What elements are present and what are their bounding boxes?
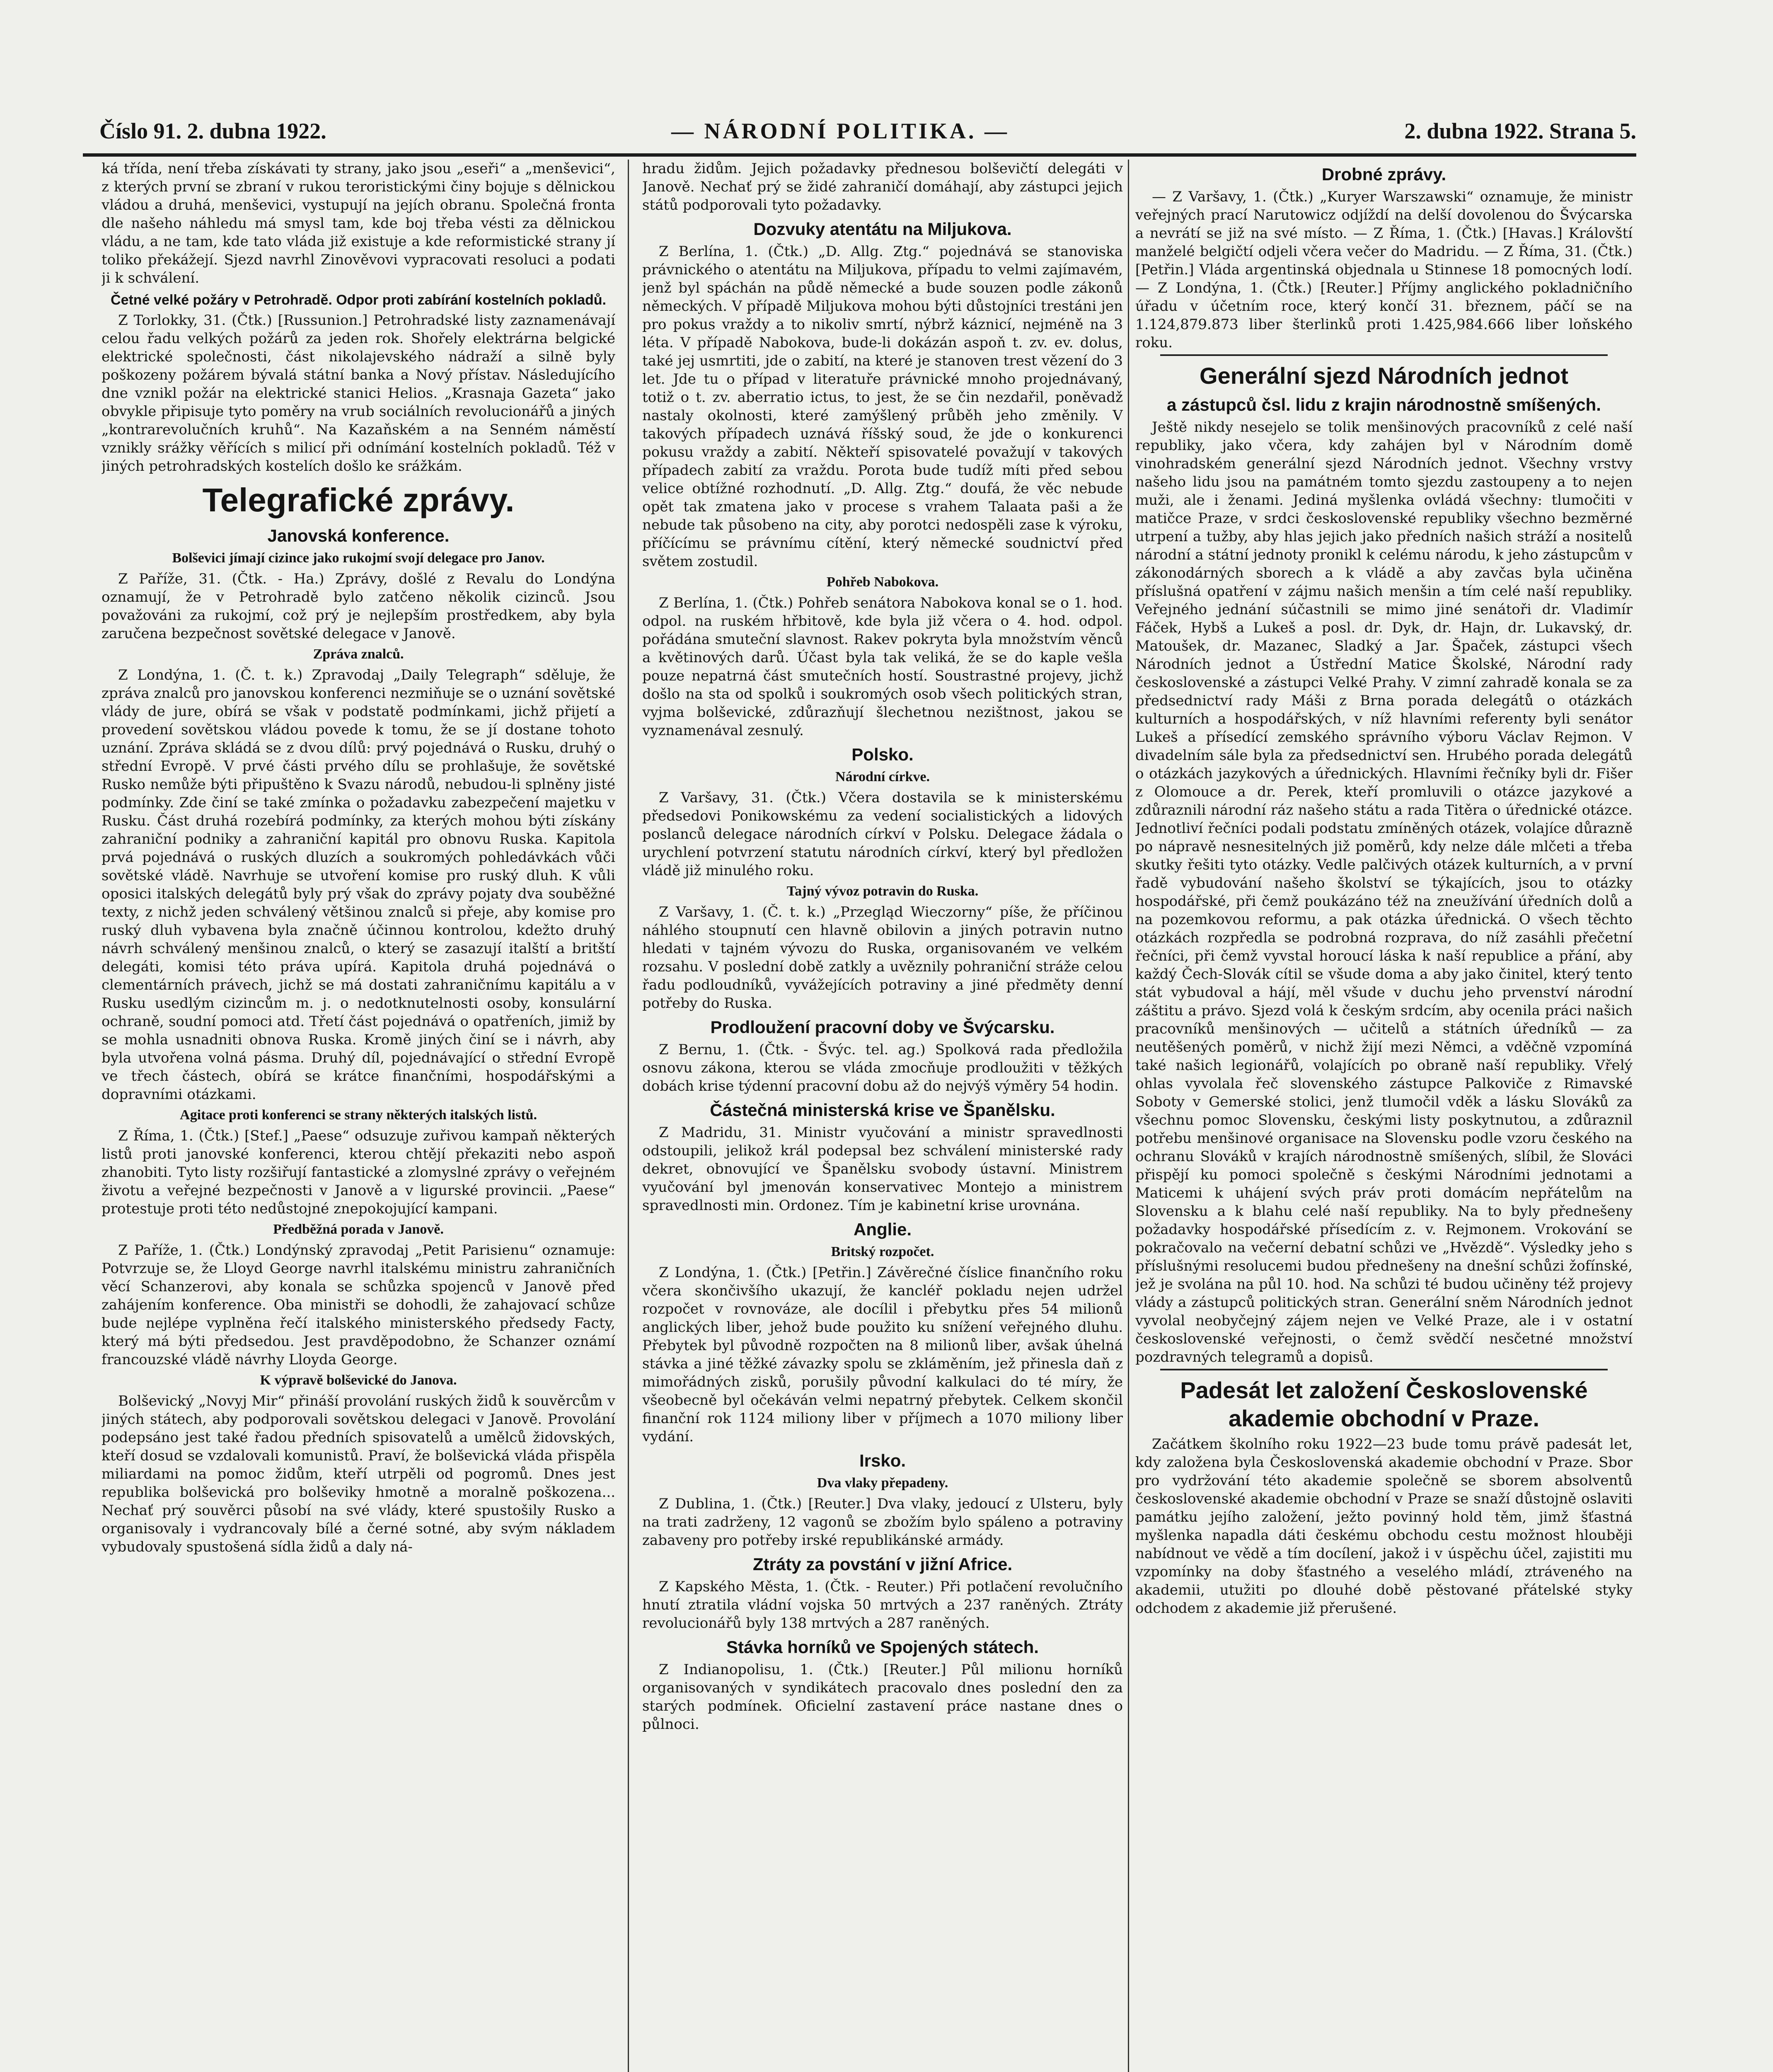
headline-stavka: Stávka horníků ve Spojených státech. xyxy=(726,1637,1039,1657)
headline-janov: Janovská konference. xyxy=(267,526,450,545)
section-rule xyxy=(1160,354,1608,356)
column-2 xyxy=(642,160,1123,2072)
article-prodlouzeni: Z Bernu, 1. (Čtk. - Švýc. tel. ag.) Spolková rada předložila osnovu zákona, kterou se vláda zmocňuje prodloužiti v těžkých dobách krise týdenní pracovní dobu až do nejvýš výměry 54 hodin. xyxy=(642,1041,1123,1094)
masthead xyxy=(75,118,1636,151)
article-vyvoz: Z Varšavy, 1. (Č. t. k.) „Przegląd Wieczorny“ píše, že příčinou náhlého stoupnutí cen hlavně obilovin a jiných potravin nutno hledati v tajném vývozu do Ruska, organisovaném ve velkém rozsahu. V poslední době zatkly a uvěznily pohraniční stráže celou řadu podloudníků, vyvážejících potraviny a jiné předměty denní potřeby do Ruska. xyxy=(642,904,1123,1012)
article-padesat: Začátkem školního roku 1922—23 bude tomu právě padesát let, kdy založena byla Československá akademie obchodní v Praze. Sbor pro vydržování této akademie společně se sborem absolventů československé akademie obchodní v Praze se snaží důstojně oslaviti památku jejího založení, ježto povinný hold těm, jimž šťastná myšlenka napadla dáti českému obchodu cestu možnost hlouběji nabídnout ve vědě a tím docílení, jakož i v úspěchu účel, zajistiti mu vzpomínky na doby šťastného a veselého mládí, ztráveného na akademii, utužiti po dlouhé době pěstované přátelské styky odchodem z akademie již přerušené. xyxy=(1135,1436,1633,1617)
column-divider xyxy=(1128,160,1129,2072)
masthead-rule xyxy=(83,153,1636,157)
section-rule xyxy=(1160,1369,1608,1370)
headline-dozvuky: Dozvuky atentátu na Miljukova. xyxy=(753,219,1012,239)
section-title-telegraf: Telegrafické zprávy. xyxy=(202,482,515,518)
subheadline-sjezd: a zástupců čsl. lidu z krajin národnostně smíšených. xyxy=(1167,395,1601,414)
subheadline-janov: Bolševici jímají cizince jako rukojmí svojí delegace pro Janov. xyxy=(172,550,545,566)
article-fires: Z Torlokky, 31. (Čtk.) [Russunion.] Petrohradské listy zaznamenávají celou řadu velkých požárů za jeden rok. Shořely elektrárna belgické elektrické společnosti, část nikolajevského nádraží a silně byly poškozeny požárem bývalá státní banka a Nový přístav. Následujícího dne vznikl požár na elektrické stanici Helios. „Krasnaja Gazeta“ jako obvykle připisuje tyto poměry na vrub sociálních revolucionářů a jiných „kontrarevolučních kruhů“. Na Kazaňském a na Senném náměstí vznikly srážky věřících s milicí při odnímání kostelních pokladů. Též v jiných petrohradských kostelích došlo ke srážkám. xyxy=(102,312,615,474)
article-anglie: Z Londýna, 1. (Čtk.) [Petřin.] Závěrečné číslice finančního roku včera skončivšího ukazují, že kancléř pokladu nejen udržel rozpočet v rovnováze, ale docílil i přebytku přes 54 milionů anglických liber, jehož bude použito ku snížení veřejného dluhu. Přebytek byl původně rozpočten na 8 milionů liber, avšak úhelná stávka a jiné těžké závazky spolu se zkláměním, jež přinesla daň z mimořádných zisků, porušily původní kalkulaci do té míry, že všeobecně byl očekáván velmi nepatrný přebytek. Celkem skončil finanční rok 1124 miliony liber v příjmech a 1070 miliony liber vydání. xyxy=(642,1264,1123,1445)
article-continuation: hradu židům. Jejich požadavky přednesou bolševičtí delegáti v Janově. Nechať prý se židé zahraničí domáhají, aby zástupci jejich států podporovali tyto požadavky. xyxy=(642,160,1123,213)
article-pohreb: Z Berlína, 1. (Čtk.) Pohřeb senátora Nabokova konal se o 1. hod. odpol. na ruském hřbitově, kde byla již včera o 4. hod. odpol. pořádána smuteční slavnost. Rakev pokryta byla množstvím věnců a květinových darů. Účast byla tak veliká, že se do kaple vešla pouze nepatrná část smutečních hostí. Soustrastné projevy, jichž došlo na sta od spolků i soukromých osob všech politických stran, vyjma bolševické, zdůrazňují šlechetnou nezištnost, jakou se vyznamenával zesnulý. xyxy=(642,595,1123,739)
article-irsko: Z Dublina, 1. (Čtk.) [Reuter.] Dva vlaky, jedoucí z Ulsteru, byly na trati zadrženy, 12 vagonů se zbožím bylo spáleno a potraviny zabaveny pro potřeby irské republikánské armády. xyxy=(642,1496,1123,1549)
subheadline-pohreb: Pohřeb Nabokova. xyxy=(826,574,939,590)
newspaper-title: — NÁRODNÍ POLITIKA. — xyxy=(671,119,1010,143)
subheadline-anglie: Britský rozpočet. xyxy=(831,1244,934,1259)
subheadline-znalci: Zpráva znalců. xyxy=(313,646,404,662)
article-afrika: Z Kapského Města, 1. (Čtk. - Reuter.) Při potlačení revolučního hnutí ztratila vládní vojska 50 mrtvých a 237 raněných. Ztráty revolucionářů byly 138 mrtvých a 287 raněných. xyxy=(642,1578,1123,1631)
subheadline-vyvoz: Tajný vývoz potravin do Ruska. xyxy=(786,884,979,899)
article-continuation: ká třída, není třeba získávati ty strany, jako jsou „eseři“ a „menševici“, z kterých první se zbraní v rukou teroristickými činy bojuje s dělnickou vládou a druhá, menševici, vystupují na jejích obranu. Společná fronta dle našeho náhledu má smysl tam, kde boj třeba vésti za dělnickou vládu, a ne tam, kde tato vláda již existuje a kde reformistické strany jí toliko překážejí. Sjezd navrhl Zinověvovi vypracovati resoluci a podati ji k schválení. xyxy=(102,160,615,286)
article-drobne: — Z Varšavy, 1. (Čtk.) „Kuryer Warszawski“ oznamuje, že ministr veřejných prací Narutowicz odjíždí na delší dovolenou do Švýcarska a nevrátí se již na své místo. — Z Říma, 1. (Čtk.) [Havas.] Královští manželé belgičtí odjeli včera večer do Madridu. — Z Říma, 31. (Čtk.) [Petřin.] Vláda argentinská objednala u Stinnese 18 pomocných lodí. — Z Londýna, 1. (Čtk.) [Reuter.] Příjmy anglického pokladničního úřadu v účetním roce, který končí 31. březnem, páčí se na 1.124,879.873 liber šterlinků proti 1.425,984.666 liber loňského roku. xyxy=(1135,189,1633,351)
headline-irsko: Irsko. xyxy=(859,1451,906,1470)
headline-krise: Částečná ministerská krise ve Španělsku. xyxy=(710,1100,1055,1120)
article-janov: Z Paříže, 31. (Čtk. - Ha.) Zprávy, došlé z Revalu do Londýna oznamují, že v Petrohradě bylo zatčeno několik cizinců. Jsou považováni za rukojmí, což prý je nejlepším prostředkem, aby byla zaručena bezpečnost sovětské delegace v Janově. xyxy=(102,571,615,642)
article-agitace: Z Říma, 1. (Čtk.) [Stef.] „Paese“ odsuzuje zuřivou kampaň některých listů proti janovské konferenci, kterou chtějí překaziti nebo aspoň zhanobiti. Tyto listy rozšiřují fantastické a zlomyslné zprávy o veřejném životu a veřejné bezpečnosti v Janově a v ligurské provincii. „Paese“ protestuje proti této nedůstojné znepokojující kampani. xyxy=(102,1128,615,1217)
article-polsko: Z Varšavy, 31. (Čtk.) Včera dostavila se k ministerskému předsedovi Ponikowskému za vedení socialistických a lidových poslanců delegace národních církví v Polsku. Delegace žádala o urychlení potvrzení statutu národních církví, který byl předložen vládě již minulého roku. xyxy=(642,789,1123,879)
article-porada: Z Paříže, 1. (Čtk.) Londýnský zpravodaj „Petit Parisienu“ oznamuje: Potvrzuje se, že Lloyd George navrhl italskému ministru zahraničních věcí Schanzerovi, aby konala se schůzka spojenců v Janově před zahájením konference. Oba ministři se dohodli, že zahajovací schůze bude nejlépe vyplněna řečí italského ministerského předsedy Facty, který má býti předsedou. Jest pravděpodobno, že Schanzer oznámí francouzské vládě návrhy Lloyda George. xyxy=(102,1242,615,1368)
subheadline-porada: Předběžná porada v Janově. xyxy=(273,1222,444,1237)
article-sjezd: Ještě nikdy nesejelo se tolik menšinových pracovníků z celé naší republiky, jako včera, kdy zahájen byl v Národním domě vinohradském generální sjezd Národních jednot. Všechny vrstvy našeho lidu jsou na památném tomto sjezdu zastoupeny a to nejen muži, ale i ženami. Jediná myšlenka ovládá všechny: tlumočiti v matičce Praze, v srdci československé republiky všechno bezměrné utrpení a tužby, aby hlas jejich jako předních našich stráží a nositelů národní a státní jednoty pronikl k celému národu, k jeho zástupcům v zákonodárných sborech a k vládě a aby zavčas byla učiněna příslušná opatření v zájmu našich menšin a tím celé naší republiky. Veřejného jednání súčastnili se mimo jiné senátoři dr. Vladimír Fáček, Hybš a Lukeš a posl. dr. Dyk, dr. Hajn, dr. Lukavský, dr. Matoušek, dr. Mazanec, Sladký a Jar. Špaček, zástupci všech Národních jednot a Ústřední Matice Školské, Národní rady československé a zástupci Velké Prahy. V zimní zahradě konala se za předsednictví rady Máši z Brna porada delegátů o otázkách kulturních a hospodářských, v níž hlavními referenty byli senátor Lukeš a přísedící zemského správního výboru Václav Rejmon. V divadelním sále byla za předsednictví sen. Hrubého porada delegátů o otázkách jazykových a úřednických. Hlavními řečníky byli dr. Fišer z Olomouce a dr. Perek, kteří promluvili o otázce jazykové a zdůraznili národní ráz našeho státu a rada Titěra o úřednické otázce. Jednotliví řečníci podali podstatu zmíněných otázek, volajíce důrazně po nápravě nesnesitelných již poměrů, kdy nelze dále mlčeti a třeba skutky řešiti tyto otázky. Vedle palčivých otázek kulturních, a v první řadě vybudování našeho školství se týkajících, jsou to otázky hospodářské, při čemž poukázáno též na zneužívání úředních dolů a na pozemkovou reformu, a pak otázka úřednická. O všech těchto otázkách rozpředla se podrobná rozprava, do níž zasáhli přečetní řečníci, při čemž vyvstal horoucí láska k naší republice a přání, aby každý Čech-Slovák cítil se všude doma a aby jako činitel, který tento stát vybudoval a hájí, měl všude v duchu jeho prvenství národní záštitu a právo. Sjezd volá k českým srdcím, aby ocenila práci našich pracovníků menšinových — učitelů a státních úředníků — za neutěšených poměrů, v nichž žijí mezi Němci, a vděčně vzpomíná také našich legionářů, volajících po obraně naší republiky. Vřelý ohlas vyvolala řeč slovenského zástupce Palkoviče z Rimavské Soboty v Gemerské stolici, jenž tlumočil vděk a lásku Slováků za všechnu pomoc Slovensku, českými listy poskytnutou, a zdůraznil potřebu menšinové organisace na Slovensku podle vzoru českého na ochranu Slováků v krajích národnostně smíšených, slíbil, že Slováci přispějí ku pomoci společně s českými Národními jednotami a Maticemi k uhájení svých práv proti domácím nepřátelům na Slovensku a k blahu celé naší republiky. Na to byly přednešeny požadavky hospodářské přísedícím z. v. Rejmonem. Vrokování se pokračovalo na večerní debatní schůzi ve „Hvězdě“. Výsledky jeho s příslušnými resolucemi budou přednešeny na dnešní schůzi žofínské, jež je svolána na půl 10. hod. Na schůzi té budou učiněny též projevy vlády a zástupců politických stran. Generální sněm Národních jednot vyvolal neobyčejný zájem nejen ve Velké Praze, ale i v ostatní československé veřejnosti, o čemž svědčí nesčetné množství pozdravných telegramů a dopisů. xyxy=(1135,419,1633,1365)
headline-afrika: Ztráty za povstání v jižní Africe. xyxy=(752,1554,1013,1574)
column-divider xyxy=(628,160,629,2072)
subheadline-polsko: Národní církve. xyxy=(835,769,930,784)
subheadline-agitace: Agitace proti konferenci se strany některých italských listů. xyxy=(180,1107,537,1123)
date-page-number: 2. dubna 1922. Strana 5. xyxy=(1404,119,1636,143)
column-3 xyxy=(1135,160,1633,2072)
headline-drobne: Drobné zprávy. xyxy=(1321,165,1446,184)
column-1 xyxy=(102,160,615,2072)
subheadline-vyprava: K výpravě bolševické do Janova. xyxy=(260,1372,457,1388)
subheadline-irsko: Dva vlaky přepadeny. xyxy=(817,1475,948,1491)
article-vyprava: Bolševický „Novyj Mir“ přináší provolání ruských židů k souvěrcům v jiných státech, aby podporovali sovětskou delegaci v Janově. Provolání podepsáno jest také řadou předních spisovatelů a umělců židovských, kteří dosud se vzdalovali komunistů. Praví, že bolševická vláda přispěla miliardami na pomoc židům, kteří utrpěli od pogromů. Dnes jest republika bolševická pro bolševiky hmotně a moralně poškozena... Nechať prý souvěrci působí na své vlády, které spustošily Rusko a organisovaly i vydrancovaly bílé a černé sotné, aby svým nákladem vybudovaly spustošená sídla židů a daly ná- xyxy=(102,1393,615,1555)
issue-number-date: Číslo 91. 2. dubna 1922. xyxy=(99,119,327,143)
headline-polsko: Polsko. xyxy=(851,745,914,764)
article-krise: Z Madridu, 31. Ministr vyučování a ministr spravedlnosti odstoupili, jelikož král podepsal bez schválení ministerské rady dekret, obnovující ve Španělsku svobody ústavní. Ministrem vyučování byl jmenován konservativec Montejo a ministrem spravedlnosti min. Ordonez. Tím je kabinetní krise urovnána. xyxy=(642,1124,1123,1214)
article-dozvuky: Z Berlína, 1. (Čtk.) „D. Allg. Ztg.“ pojednává se stanoviska právnického o atentátu na Miljukova, případu to velmi zajímavém, jenž byl spáchán na půdě německé a bude souzen podle zákonů německých. V případě Miljukova mohou býti důstojníci trestáni jen pro pokus vraždy a to nikoliv smrtí, nýbrž káznicí, nejméně na 3 léta. V případě Nabokova, bude-li dokázán aspoň t. zv. ev. dolus, také jej usmrtiti, jde o zabití, na které je stanoven trest vězení do 3 let. Jde tu o případ v literatuře právnické mnoho projednávaný, totiž o t. zv. aberratio ictus, to jest, že se čin nezdařil, poněvadž nastaly okolnosti, které zamýšlený průběh jeho změnily. V takových případech uznává říšský soud, že jde o konkurenci pokusu vraždy a zabití. Někteří spisovatelé považují v takových případech zabití za vraždu. Porota bude tudíž míti před sebou velice obtížné rozhodnutí. „D. Allg. Ztg.“ doufá, že věc nebude opět tak zmatena jako v procese s vrahem Talaata paši a že nebude tak působeno na city, aby porotci nedospěli zase k výroku, příčícímu se právnímu cítění, který německé soudnictví před světem zostudil. xyxy=(642,243,1123,570)
article-znalci: Z Londýna, 1. (Č. t. k.) Zpravodaj „Daily Telegraph“ sděluje, že zpráva znalců pro janovskou konferenci nezmiňuje se o uznání sovětské vlády de jure, obírá se však v podstatě podmínkami, jichž přijetí a provedení sovětskou vládou povede k tomu, že se jí dostane tohoto uznání. Zpráva skládá se z dvou dílů: prvý pojednává o Rusku, druhý o střední Evropě. V prvé části prvého dílu se prohlašuje, že sovětské Rusko nemůže býti připuštěno k Svazu národů, nebudou-li splněny jisté podmínky. Zde činí se také zmínka o požadavku zabezpečení majetku v Rusku. Část druhá rozebírá podmínky, za kterých mohou býti získány zahraniční podniky a zahraniční kapitál pro obnovu Ruska. Kapitola prvá pojednává o ruských dluzích a soukromých pohledávkách vůči sovětské vládě. Navrhuje se utvoření komise pro ruský dluh. K vůli oposici italských delegátů byly prý však do zprávy pojaty dva souběžné texty, z nichž jeden schválený většinou znalců si přeje, aby komise pro ruský dluh vybavena byla značně účinnou kontrolou, kdežto druhý návrh schválený menšinou znalců, o který se zasazují italští a britští delegáti, komisi této práva upírá. Kapitola druhá pojednává o clementárních právech, jichž se má dostati zahraničnímu kapitálu a v Rusku usedlým cizincům m. j. o nedotknutelnosti osoby, konsulární ochraně, soudní pomoci atd. Třetí část pojednává o opatřeních, jimiž by se mohla usnadniti obnova Ruska. Kromě jiných činí se i návrh, aby byla utvořena volná pásma. Druhý díl, pojednávající o střední Evropě ve třech částech, obírá se krátce finančními, hospodářskými a dopravními otázkami. xyxy=(102,667,615,1103)
headline-sjezd: Generální sjezd Národních jednot xyxy=(1200,363,1568,389)
article-stavka: Z Indianopolisu, 1. (Čtk.) [Reuter.] Půl milionu horníků organisovaných v syndikátech pracovalo dnes poslední den za starých podmínek. Oficielní zastavení práce nastane dnes o půlnoci. xyxy=(642,1661,1123,1733)
headline-anglie: Anglie. xyxy=(853,1220,912,1239)
headline-padesat: Padesát let založení Československé akademie obchodní v Praze. xyxy=(1180,1377,1588,1431)
headline-fires: Četné velké požáry v Petrohradě. Odpor proti zabírání kostelních pokladů. xyxy=(111,292,606,308)
headline-prodlouzeni: Prodloužení pracovní doby ve Švýcarsku. xyxy=(710,1017,1055,1037)
